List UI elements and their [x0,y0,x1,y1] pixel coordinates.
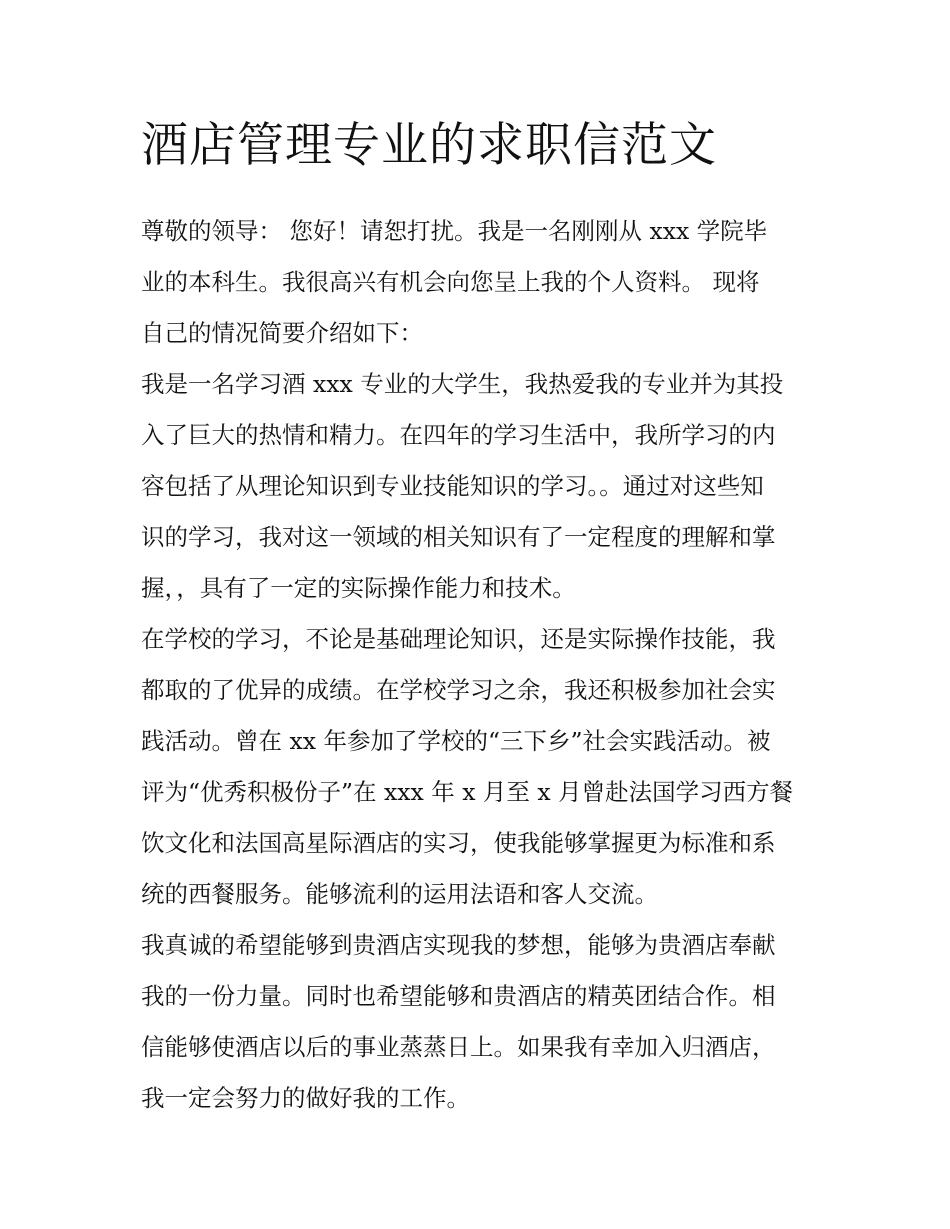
text-line: 评为“优秀积极份子”在 xxx 年 x 月至 x 月曾赴法国学习西方餐 [141,778,794,806]
text-line: 在学校的学习，不论是基础理论知识，还是实际操作技能，我 [141,625,776,653]
text-line: 识的学习，我对这一领域的相关知识有了一定程度的理解和掌 [141,523,776,551]
text-line: 我一定会努力的做好我的工作。 [141,1084,470,1112]
text-line: 入了巨大的热情和精力。在四年的学习生活中，我所学习的内 [141,421,776,449]
text-line: 我真诚的希望能够到贵酒店实现我的梦想，能够为贵酒店奉献 [141,931,776,959]
document-content [141,112,821,1124]
document-title: 酒店管理专业的求职信范文 [141,118,717,173]
paragraph-greeting [141,206,821,359]
text-line: 饮文化和法国高星际酒店的实习，使我能够掌握更为标准和系 [141,829,776,857]
text-line: 尊敬的领导： 您好！请恕打扰。我是一名刚刚从 xxx 学院毕 [141,217,768,245]
document-body [141,206,821,1124]
text-line: 信能够使酒店以后的事业蒸蒸日上。如果我有幸加入归酒店， [141,1033,776,1061]
text-line: 自己的情况简要介绍如下： [141,319,423,347]
text-line: 握，，具有了一定的实际操作能力和技术。 [141,574,576,602]
paragraph-achievements [141,614,821,920]
text-line: 我的一份力量。同时也希望能够和贵酒店的精英团结合作。相 [141,982,776,1010]
text-line: 都取的了优异的成绩。在学校学习之余，我还积极参加社会实 [141,676,776,704]
text-line: 容包括了从理论知识到专业技能知识的学习。。通过对这些知 [141,472,764,500]
text-line: 践活动。曾在 xx 年参加了学校的“三下乡”社会实践活动。被 [141,727,771,755]
text-line: 我是一名学习酒 xxx 专业的大学生，我热爱我的专业并为其投 [141,370,784,398]
text-line: 业的本科生。我很高兴有机会向您呈上我的个人资料。 现将 [141,268,760,296]
paragraph-study [141,359,821,614]
paragraph-closing [141,920,821,1124]
text-line: 统的西餐服务。能够流利的运用法语和客人交流。 [141,880,658,908]
